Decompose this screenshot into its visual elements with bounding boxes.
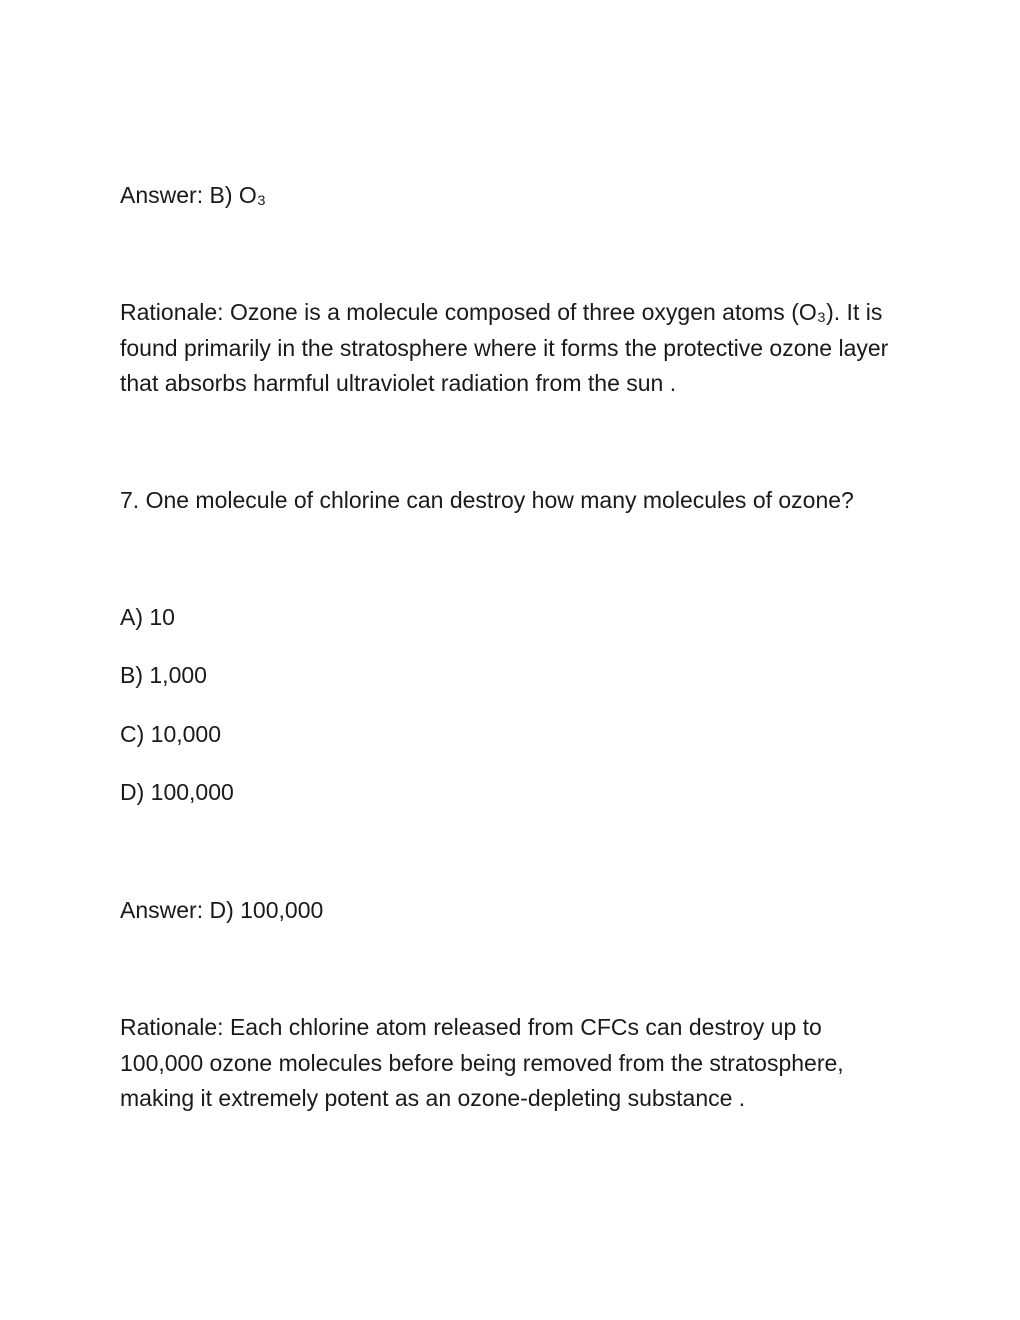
- option-a: A) 10: [120, 604, 175, 630]
- previous-answer: Answer: B) O₃: [120, 182, 267, 208]
- option-d: D) 100,000: [120, 779, 234, 805]
- question-text: 7. One molecule of chlorine can destroy how many molecules of ozone?: [120, 487, 854, 513]
- answer: Answer: D) 100,000: [120, 897, 324, 923]
- option-c: C) 10,000: [120, 721, 222, 747]
- rationale: Rationale: Each chlorine atom released from CFCs can destroy up to 100,000 ozone molecules before being removed from the stratosphere, making it extremely potent as an ozone-depleting substance .: [120, 1014, 844, 1111]
- previous-rationale: Rationale: Ozone is a molecule composed of three oxygen atoms (O₃). It is found primarily in the stratosphere where it forms the protective ozone layer that absorbs harmful ultraviolet radiation from the sun .: [120, 299, 889, 396]
- option-b: B) 1,000: [120, 662, 207, 688]
